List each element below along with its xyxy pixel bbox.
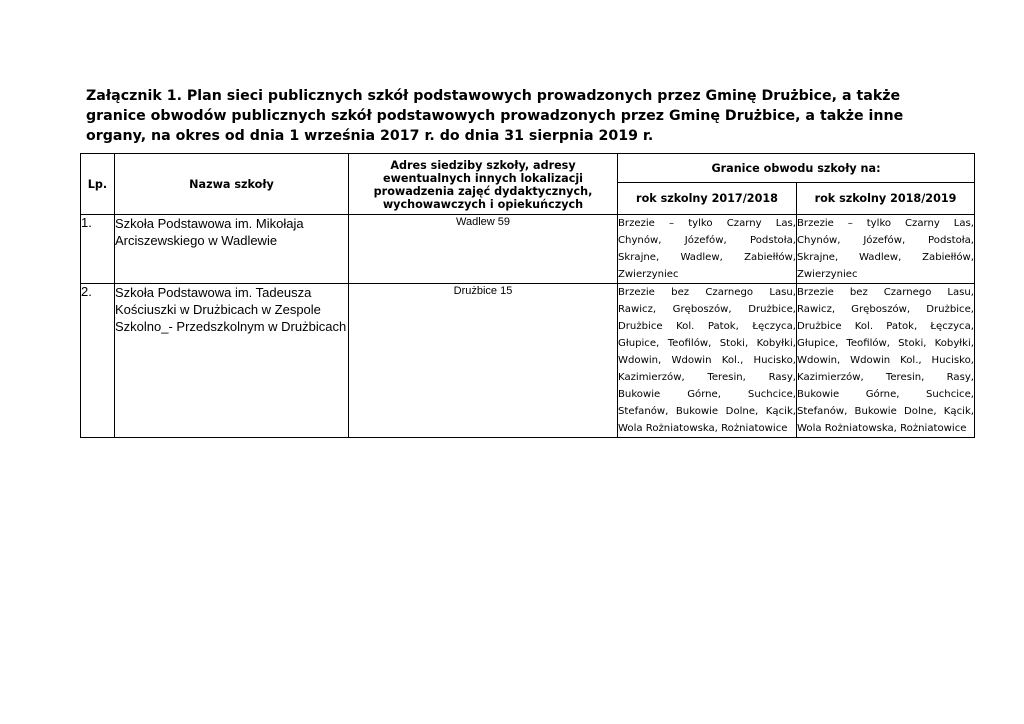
header-year-2018-2019: rok szkolny 2018/2019 <box>797 183 975 215</box>
header-address: Adres siedziby szkoły, adresy ewentualnych innych lokalizacji prowadzenia zajęć dydaktycznych, wychowawczych i opiekuńczych <box>349 154 618 215</box>
boundary-2018-2019: Brzezie bez Czarnego Lasu, Rawicz, Gręboszów, Drużbice, Drużbice Kol. Patok, Łęczyca, Głupice, Teofilów, Stoki, Kobyłki, Wdowin, Wdowin Kol., Hucisko, Kazimierzów, Teresin, Rasy, Bukowie Górne, Suchcice, Stefanów, Bukowie Dolne, Kącik, Wola Rożniatowska, Rożniatowice <box>797 284 975 438</box>
boundary-2017-2018: Brzezie bez Czarnego Lasu, Rawicz, Gręboszów, Drużbice, Drużbice Kol. Patok, Łęczyca, Głupice, Teofilów, Stoki, Kobyłki, Wdowin, Wdowin Kol., Hucisko, Kazimierzów, Teresin, Rasy, Bukowie Górne, Suchcice, Stefanów, Bukowie Dolne, Kącik, Wola Rożniatowska, Rożniatowice <box>618 284 797 438</box>
school-name: Szkoła Podstawowa im. Tadeusza Kościuszki w Drużbicach w Zespole Szkolno_- Przedszkolnym w Drużbicach <box>115 284 349 438</box>
header-year-2017-2018: rok szkolny 2017/2018 <box>618 183 797 215</box>
header-lp: Lp. <box>81 154 115 215</box>
boundary-2017-2018: Brzezie – tylko Czarny Las, Chynów, Józefów, Podstoła, Skrajne, Wadlew, Zabiełłów, Zwierzyniec <box>618 215 797 284</box>
row-number: 1. <box>81 215 115 284</box>
document-title: Załącznik 1. Plan sieci publicznych szkół podstawowych prowadzonych przez Gminę Drużbice, a także granice obwodów publicznych szkół podstawowych prowadzonych przez Gminę Drużbice, a także inne organy, na okres od dnia 1 września 2017 r. do dnia 31 sierpnia 2019 r. <box>86 88 904 144</box>
table-row <box>81 215 975 284</box>
table-row <box>81 284 975 438</box>
school-address: Drużbice 15 <box>349 284 618 438</box>
school-network-table <box>80 153 975 438</box>
boundary-2018-2019: Brzezie – tylko Czarny Las, Chynów, Józefów, Podstoła, Skrajne, Wadlew, Zabiełłów, Zwierzyniec <box>797 215 975 284</box>
row-number: 2. <box>81 284 115 438</box>
header-school-name: Nazwa szkoły <box>115 154 349 215</box>
school-name: Szkoła Podstawowa im. Mikołaja Arciszewskiego w Wadlewie <box>115 215 349 284</box>
header-boundaries: Granice obwodu szkoły na: <box>618 154 975 183</box>
school-address: Wadlew 59 <box>349 215 618 284</box>
